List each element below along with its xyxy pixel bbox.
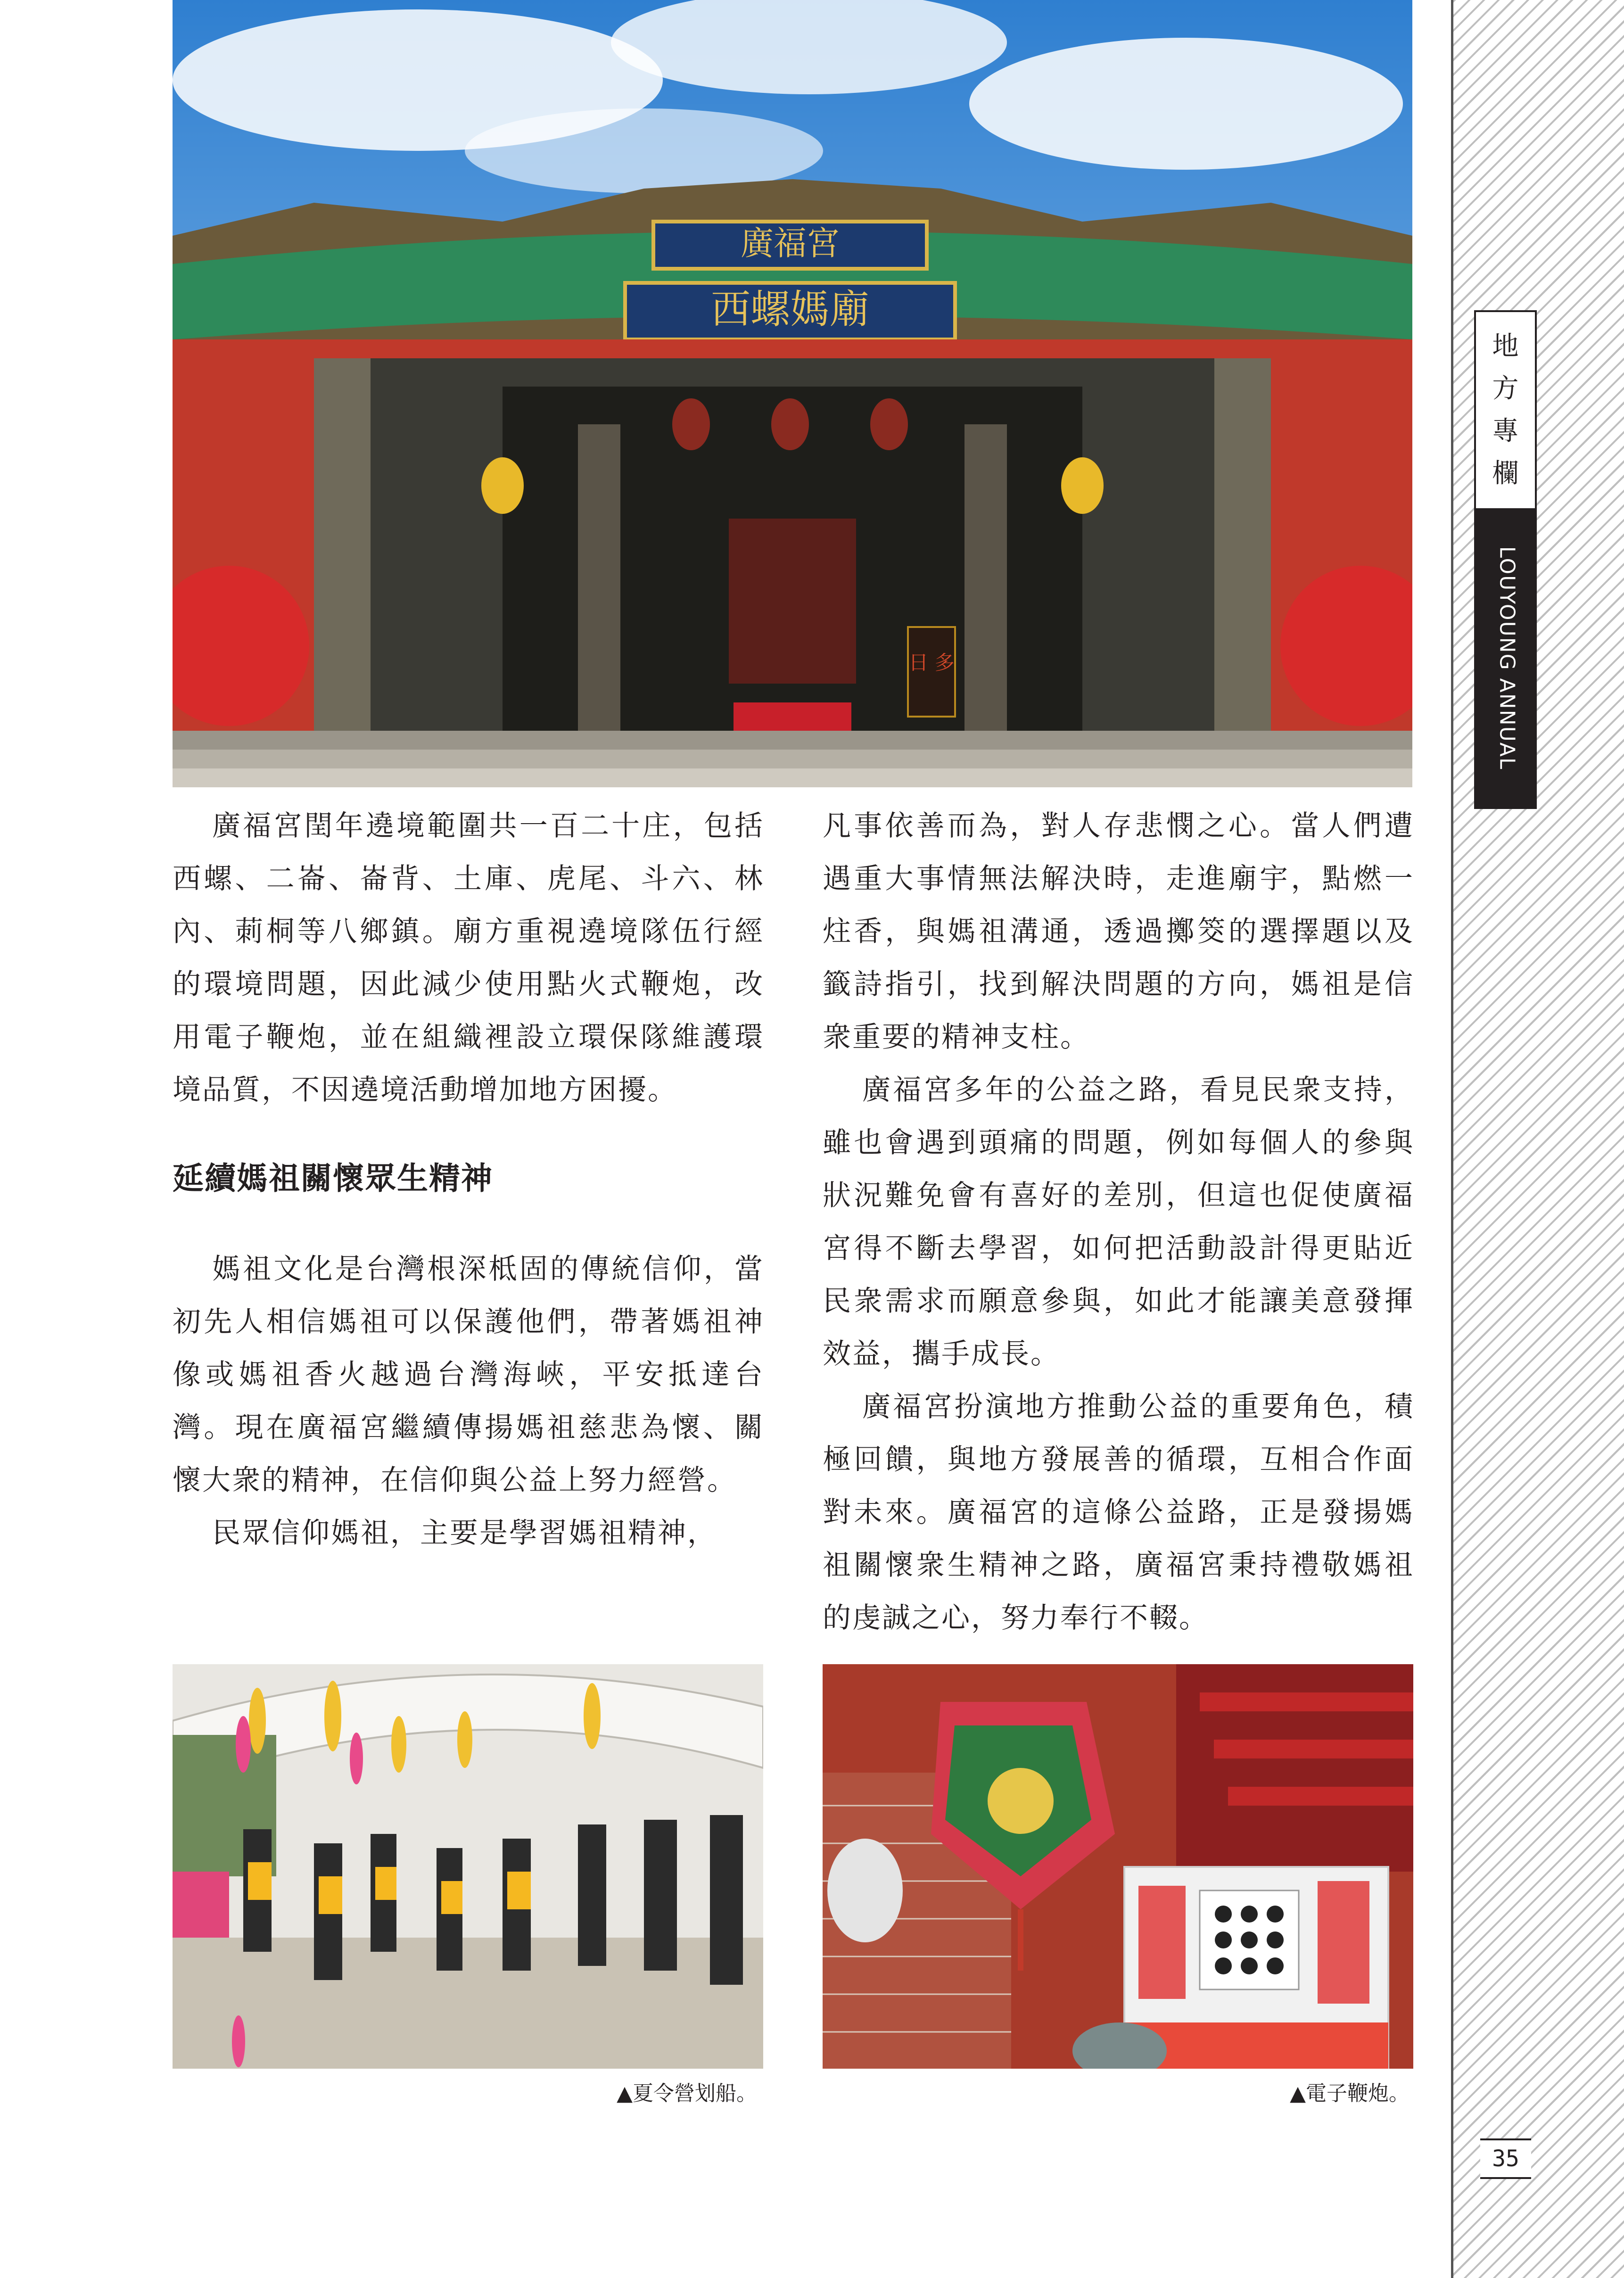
article-column-right [823, 800, 1414, 1644]
section-char: 地 [1492, 331, 1519, 362]
temple-sign-top: 廣福宮 [741, 224, 840, 263]
paragraph: 廣福宮閏年遶境範圍共一百二十庄，包括西螺、二崙、崙背、土庫、虎尾、斗六、林內、莿桐等八鄉鎮。廟方重視遶境隊伍行經的環境問題，因此減少使用點火式鞭炮，改用電子鞭炮，並在組織裡設立環保隊維護環境品質，不因遶境活動增加地方困擾。 [173, 809, 764, 1106]
section-heading: 延續媽祖關懷眾生精神 [173, 1160, 493, 1197]
section-tab [1474, 310, 1537, 809]
paragraph: 廣福宮扮演地方推動公益的重要角色，積極回饋，與地方發展善的循環，互相合作面對未來。廣福宮的這條公益路，正是發揚媽祖關懷衆生精神之路，廣福宮秉持禮敬媽祖的虔誠之心，努力奉行不輟。 [823, 1390, 1414, 1634]
temple-photo [173, 0, 1412, 787]
page-number: 35 [1480, 2138, 1531, 2179]
firecracker-photo-caption: ▲電子鞭炮。 [1290, 2081, 1410, 2105]
temple-sign-main: 西螺媽廟 [710, 286, 870, 332]
kayak-photo-caption: ▲夏令營划船。 [617, 2081, 757, 2105]
paragraph: 民眾信仰媽祖，主要是學習媽祖精神， [212, 1517, 717, 1550]
section-title-vertical [1476, 312, 1535, 508]
paragraph: 媽祖文化是台灣根深柢固的傳統信仰，當初先人相信媽祖可以保護他們，帶著媽祖神像或媽祖香火越過台灣海峽，平安抵達台灣。現在廣福宮繼續傳揚媽祖慈悲為懷、關懷大衆的精神，在信仰與公益上努力經營。 [173, 1253, 764, 1497]
article-column-left [173, 800, 764, 1560]
paragraph: 廣福宮多年的公益之路，看見民衆支持，雖也會遇到頭痛的問題，例如每個人的參與狀況難免會有喜好的差別，但這也促使廣福宮得不斷去學習，如何把活動設計得更貼近民衆需求而願意參與，如此才能讓美意發揮效益，攜手成長。 [823, 1073, 1414, 1370]
publication-name: LOUYOUNG ANNUAL [1495, 546, 1519, 770]
electronic-firecracker-photo [823, 1664, 1413, 2069]
section-char: 方 [1492, 373, 1519, 404]
kayak-camp-photo [173, 1664, 763, 2069]
paragraph: 凡事依善而為，對人存悲憫之心。當人們遭遇重大事情無法解決時，走進廟宇，點燃一炷香，與媽祖溝通，透過擲筊的選擇題以及籤詩指引，找到解決問題的方向，媽祖是信衆重要的精神支柱。 [823, 809, 1414, 1054]
section-char: 欄 [1492, 458, 1519, 489]
section-char: 專 [1492, 416, 1519, 446]
temple-side-sign: 日 多 [908, 651, 955, 674]
